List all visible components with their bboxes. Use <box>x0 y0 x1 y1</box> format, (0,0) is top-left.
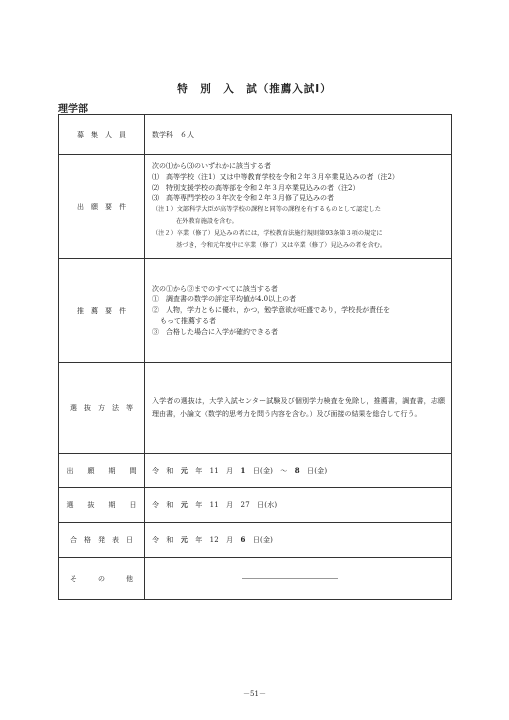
day: 1 <box>240 465 246 475</box>
recommendation-line: ② 人物，学力ともに優れ，かつ，勉学意欲が旺盛であり，学校長が責任を <box>152 306 391 315</box>
row-eligibility <box>59 155 452 259</box>
label-announcement-date: 合 格 発 表 日 <box>59 523 145 558</box>
day-unit: 日 <box>257 501 265 509</box>
label-recommendation: 推 薦 要 件 <box>59 259 145 363</box>
day: 6 <box>240 535 246 544</box>
year: 元 <box>180 500 189 509</box>
eligibility-line: 次の⑴から⑶のいずれかに該当する者 <box>152 161 271 170</box>
eligibility-note: （注１）文部科学大臣が高等学校の課程と同等の課程を有するものとして認定した <box>152 206 381 214</box>
department-heading: 理学部 <box>58 104 88 115</box>
row-selection-method <box>59 363 452 454</box>
recommendation-line: ③ 合格した場合に入学が確約できる者 <box>152 327 278 336</box>
value-other <box>145 558 452 600</box>
month: 11 <box>209 466 219 475</box>
eligibility-line: ⑵ 特別支援学校の高等部を令和２年３月卒業見込みの者（注2） <box>152 183 360 192</box>
year-unit: 年 <box>195 536 203 544</box>
year-unit: 年 <box>195 501 203 509</box>
page-number: －51－ <box>243 690 266 698</box>
value-recommendation <box>145 259 452 363</box>
eligibility-line: ⑶ 高等専門学校の３年次を令和２年３月修了見込みの者 <box>152 194 334 203</box>
value-eligibility <box>145 155 452 259</box>
year: 元 <box>180 535 189 544</box>
label-recruitment: 募 集 人 員 <box>59 115 145 155</box>
eligibility-line: ⑴ 高等学校（注1）又は中等教育学校を令和２年３月卒業見込みの者（注2） <box>152 172 399 181</box>
label-other: そ の 他 <box>59 558 145 600</box>
value-selection-method <box>145 363 452 454</box>
row-recommendation <box>59 259 452 363</box>
recommendation-line: ① 調査書の数学の評定平均値が4.0以上の者 <box>152 295 297 304</box>
era: 令 和 <box>152 466 174 475</box>
row-application-period <box>59 454 452 488</box>
month-unit: 月 <box>226 536 234 544</box>
value-recruitment: 数学科 ６人 <box>145 115 452 155</box>
label-eligibility: 出 願 要 件 <box>59 155 145 259</box>
value-application-period <box>145 454 452 488</box>
day-unit: 日 <box>252 536 261 544</box>
end-weekday: (金) <box>314 466 328 475</box>
recommendation-line: 次の①から③までのすべてに該当する者 <box>152 284 278 293</box>
month: 12 <box>209 536 219 544</box>
month-unit: 月 <box>226 466 234 475</box>
range-separator: ～ <box>280 466 288 475</box>
weekday: (金) <box>260 466 274 475</box>
end-day-unit: 日 <box>306 466 315 475</box>
page-title: 特 別 入 試（推薦入試Ⅰ） <box>177 83 332 95</box>
label-application-period: 出 願 期 間 <box>59 454 145 488</box>
era: 令 和 <box>152 536 174 544</box>
era: 令 和 <box>152 501 174 509</box>
requirements-table <box>58 114 452 600</box>
label-selection-date: 選 抜 期 日 <box>59 488 145 523</box>
year: 元 <box>180 465 189 475</box>
eligibility-note: 基づき，令和元年度中に卒業（修了）又は卒業（修了）見込みの者を含む。 <box>176 242 387 250</box>
row-selection-date <box>59 488 452 523</box>
selection-method-text: 入学者の選抜は，大学入試センター試験及び個別学力検査を免除し，推薦書，調査書，志願理由書，小論文（数学的思考力を問う内容を含む。）及び面接の結果を総合して行う。 <box>152 397 445 418</box>
weekday: (水) <box>264 501 278 509</box>
day: 27 <box>240 501 250 509</box>
year-unit: 年 <box>195 466 203 475</box>
recommendation-line: もって推薦する者 <box>160 316 216 325</box>
value-announcement-date <box>145 523 452 558</box>
eligibility-note: （注２）卒業（修了）見込みの者には，学校教育法施行規則第93条第３項の規定に <box>152 230 383 238</box>
month: 11 <box>209 501 219 509</box>
value-selection-date <box>145 488 452 523</box>
weekday: (金) <box>260 536 274 544</box>
end-day: 8 <box>294 465 300 475</box>
row-announcement-date <box>59 523 452 558</box>
day-unit: 日 <box>252 466 261 475</box>
label-selection-method: 選 抜 方 法 等 <box>59 363 145 454</box>
row-recruitment <box>59 115 452 155</box>
empty-dash-line <box>242 578 338 579</box>
row-other <box>59 558 452 600</box>
month-unit: 月 <box>226 501 234 509</box>
eligibility-note: 在外教育施設を含む。 <box>176 218 238 226</box>
